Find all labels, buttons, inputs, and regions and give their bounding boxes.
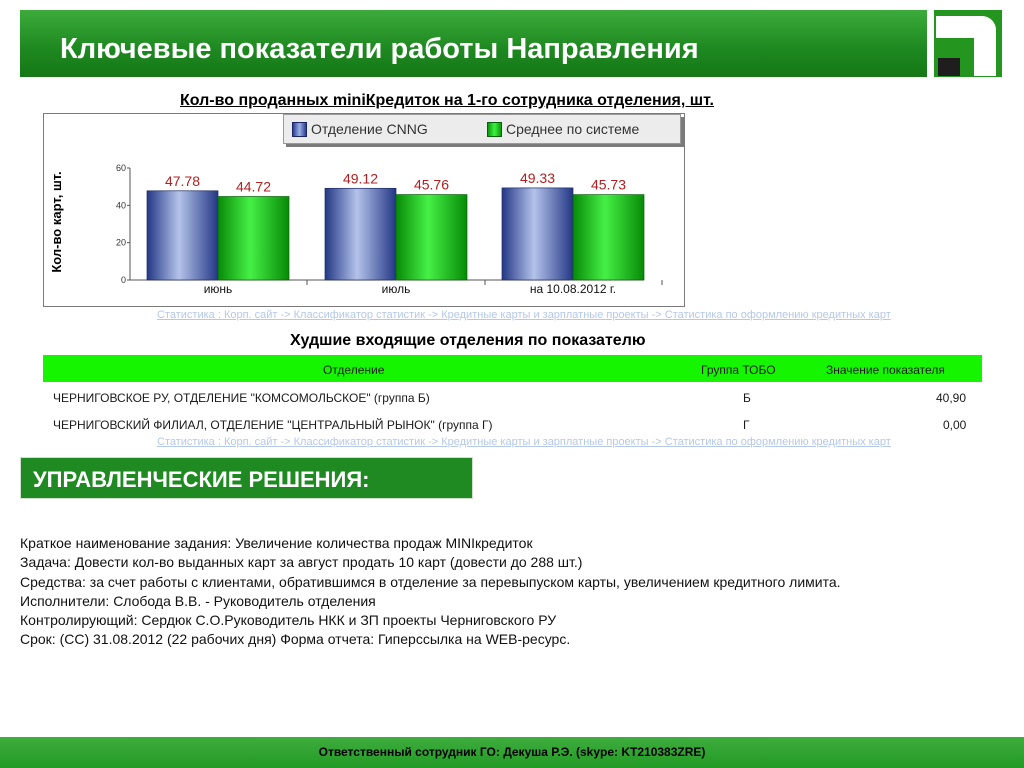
bar-system: [396, 195, 467, 280]
x-tick-label: июнь: [203, 282, 233, 296]
plot-area: [116, 163, 662, 296]
legend-label-branch: Отделение CNNG: [311, 121, 428, 137]
management-header: [20, 457, 473, 499]
bar-branch: [325, 188, 396, 280]
task-line-controller: Контролирующий: Сердюк С.О.Руководитель НКК и ЗП проекты Черниговского РУ: [20, 612, 557, 629]
row-value: 0,00: [943, 418, 967, 432]
bar-branch: [147, 191, 218, 280]
statistics-link[interactable]: Статистика : Корп. сайт -> Классификатор статистик -> Кредитные карты и зарплатные проекты -> Статистика по оформлению кредитных карт: [157, 309, 891, 321]
task-line-goal: Задача: Довести кол-во выданных карт за август продать 10 карт (довести до 288 шт.): [20, 554, 583, 571]
task-line-name: Краткое наименование задания: Увеличение количества продаж MINIкредиток: [20, 535, 533, 551]
table-header: [43, 355, 982, 382]
row-branch-name: ЧЕРНИГОВСКОЕ РУ, ОТДЕЛЕНИЕ "КОМСОМОЛЬСКОЕ" (группа Б): [53, 391, 430, 405]
bar-system: [573, 195, 644, 280]
data-label: 45.76: [413, 176, 450, 193]
task-line-deadline: Срок: (СС) 31.08.2012 (22 рабочих дня) Форма отчета: Гиперссылка на WEB-ресурс.: [20, 631, 571, 648]
footer-bar: [0, 737, 1024, 768]
bar-branch: [502, 188, 573, 280]
chart-title: Кол-во проданных miniКредиток на 1-го сотрудника отделения, шт.: [180, 92, 714, 109]
chart-legend: [283, 114, 681, 144]
data-label: 47.78: [164, 172, 201, 189]
bar-system: [218, 197, 289, 280]
y-tick-label: 60: [115, 163, 126, 173]
header-banner: [20, 10, 927, 77]
column-value: Значение показателя: [826, 363, 945, 377]
statistics-link-2[interactable]: Статистика : Корп. сайт -> Классификатор статистик -> Кредитные карты и зарплатные проекты -> Статистика по оформлению кредитных карт: [157, 436, 891, 448]
responsible-person: Ответственный сотрудник ГО: Декуша Р.Э. (skype: KT210383ZRE): [318, 745, 706, 759]
data-label: 49.12: [342, 170, 379, 187]
row-branch-name: ЧЕРНИГОВСКИЙ ФИЛИАЛ, ОТДЕЛЕНИЕ "ЦЕНТРАЛЬНЫЙ РЫНОК" (группа Г): [53, 418, 493, 432]
legend-swatch-branch: [292, 122, 307, 137]
data-label: 44.72: [235, 178, 272, 195]
data-label: 45.73: [590, 176, 627, 193]
logo-corner-icon: [936, 16, 996, 76]
task-line-means: Средства: за счет работы с клиентами, обратившимся в отделение за перевыпуском карты, увеличением кредитного лимита.: [20, 573, 841, 590]
y-tick-label: 20: [115, 237, 126, 248]
y-tick-label: 0: [120, 275, 126, 285]
page-title: Ключевые показатели работы Направления: [60, 33, 699, 65]
legend-swatch-system: [487, 122, 502, 137]
row-group: Г: [743, 418, 750, 432]
management-title: УПРАВЛЕНЧЕСКИЕ РЕШЕНИЯ:: [33, 467, 370, 492]
column-branch: Отделение: [323, 363, 385, 377]
y-axis-label: Кол-во карт, шт.: [49, 171, 64, 273]
worst-branches-title: Худшие входящие отделения по показателю: [290, 332, 646, 349]
task-line-executors: Исполнители: Слобода В.В. - Руководитель отделения: [20, 592, 376, 609]
row-value: 40,90: [936, 391, 967, 405]
x-tick-label: июль: [381, 282, 411, 296]
task-description: [20, 534, 841, 650]
column-group: Группа ТОБО: [701, 363, 776, 377]
legend-label-system: Среднее по системе: [506, 121, 640, 137]
x-tick-label: на 10.08.2012 г.: [529, 282, 617, 296]
data-label: 49.33: [519, 169, 556, 186]
row-group: Б: [743, 391, 751, 405]
y-tick-label: 40: [115, 200, 126, 211]
